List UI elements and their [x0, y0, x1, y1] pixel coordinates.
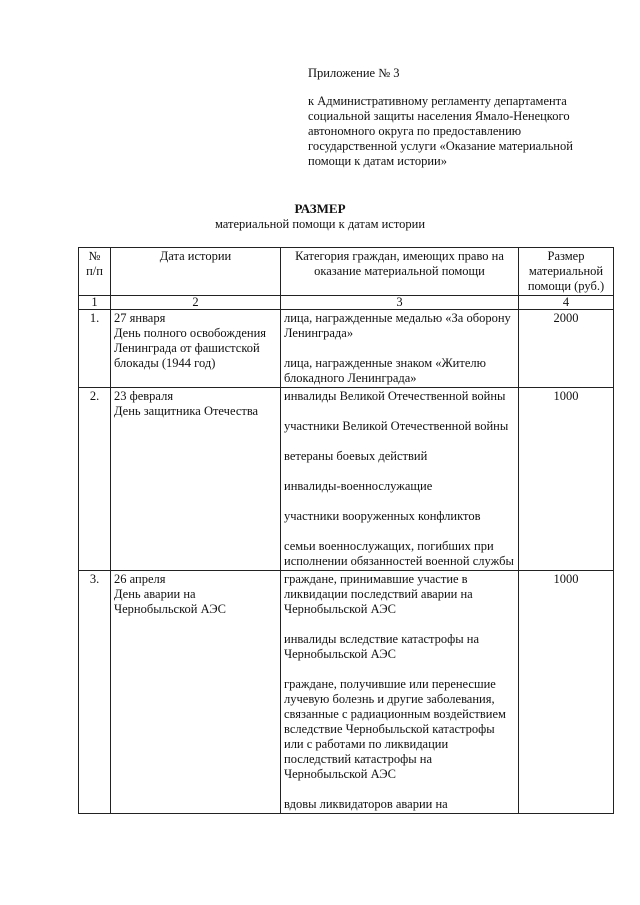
- col-number: 4: [519, 296, 614, 310]
- row-number: 1.: [79, 310, 111, 388]
- category-item: инвалиды вследствие катастрофы на Чернобыльской АЭС: [284, 632, 480, 661]
- table-row: [79, 310, 614, 388]
- category-item: инвалиды Великой Отечественной войны: [284, 389, 506, 403]
- appendix-text: к Административному регламенту департамента социальной защиты населения Ямало-Ненецкого автономного округа по предоставлению государственной услуги «Оказание материальной помощи к датам истории»: [308, 94, 573, 168]
- appendix-block: [308, 66, 598, 169]
- category-item: вдовы ликвидаторов аварии на: [284, 797, 448, 811]
- row-number: 3.: [79, 571, 111, 814]
- category-item: участники Великой Отечественной войны: [284, 419, 509, 433]
- category-item: лица, награжденные знаком «Жителю блокадного Ленинграда»: [284, 356, 486, 385]
- category-item: лица, награжденные медалью «За оборону Ленинграда»: [284, 311, 511, 340]
- history-date-cell: [111, 310, 281, 388]
- category-item: семьи военнослужащих, погибших при исполнении обязанностей военной службы: [284, 539, 514, 568]
- row-number: 2.: [79, 388, 111, 571]
- assistance-table: [78, 247, 614, 814]
- history-date: 27 января: [114, 311, 166, 325]
- history-date-cell: [111, 571, 281, 814]
- amount-cell: 2000: [519, 310, 614, 388]
- category-item: ветераны боевых действий: [284, 449, 428, 463]
- category-cell: [281, 571, 519, 814]
- category-item: граждане, принимавшие участие в ликвидации последствий аварии на Чернобыльской АЭС: [284, 572, 473, 616]
- amount-cell: 1000: [519, 388, 614, 571]
- category-cell: [281, 388, 519, 571]
- col-number: 2: [111, 296, 281, 310]
- history-event: День аварии на Чернобыльской АЭС: [114, 587, 226, 616]
- history-date: 23 февраля: [114, 389, 174, 403]
- col-number: 3: [281, 296, 519, 310]
- appendix-title: Приложение № 3: [308, 66, 400, 80]
- table-row: [79, 388, 614, 571]
- category-item: граждане, получившие или перенесшие лучевую болезнь и другие заболевания, связанные с радиационным воздействием вследствие Чернобыльской катастрофы или с работами по ликвидации последствий катастрофы на Чернобыльской АЭС: [284, 677, 506, 781]
- header-amount: Размер материальной помощи (руб.): [519, 248, 614, 296]
- header-number: № п/п: [79, 248, 111, 296]
- history-date-cell: [111, 388, 281, 571]
- category-item: инвалиды-военнослужащие: [284, 479, 433, 493]
- table-header-row: [79, 248, 614, 296]
- col-number: 1: [79, 296, 111, 310]
- document-subtitle: материальной помощи к датам истории: [214, 217, 426, 231]
- header-date: Дата истории: [111, 248, 281, 296]
- column-number-row: [79, 296, 614, 310]
- table-row: [79, 571, 614, 814]
- document-title: РАЗМЕР: [294, 201, 346, 216]
- category-item: участники вооруженных конфликтов: [284, 509, 481, 523]
- amount-cell: 1000: [519, 571, 614, 814]
- category-cell: [281, 310, 519, 388]
- history-event: День защитника Отечества: [114, 404, 259, 418]
- history-date: 26 апреля: [114, 572, 166, 586]
- header-category: Категория граждан, имеющих право на оказание материальной помощи: [281, 248, 519, 296]
- history-event: День полного освобождения Ленинграда от фашистской блокады (1944 год): [114, 326, 267, 370]
